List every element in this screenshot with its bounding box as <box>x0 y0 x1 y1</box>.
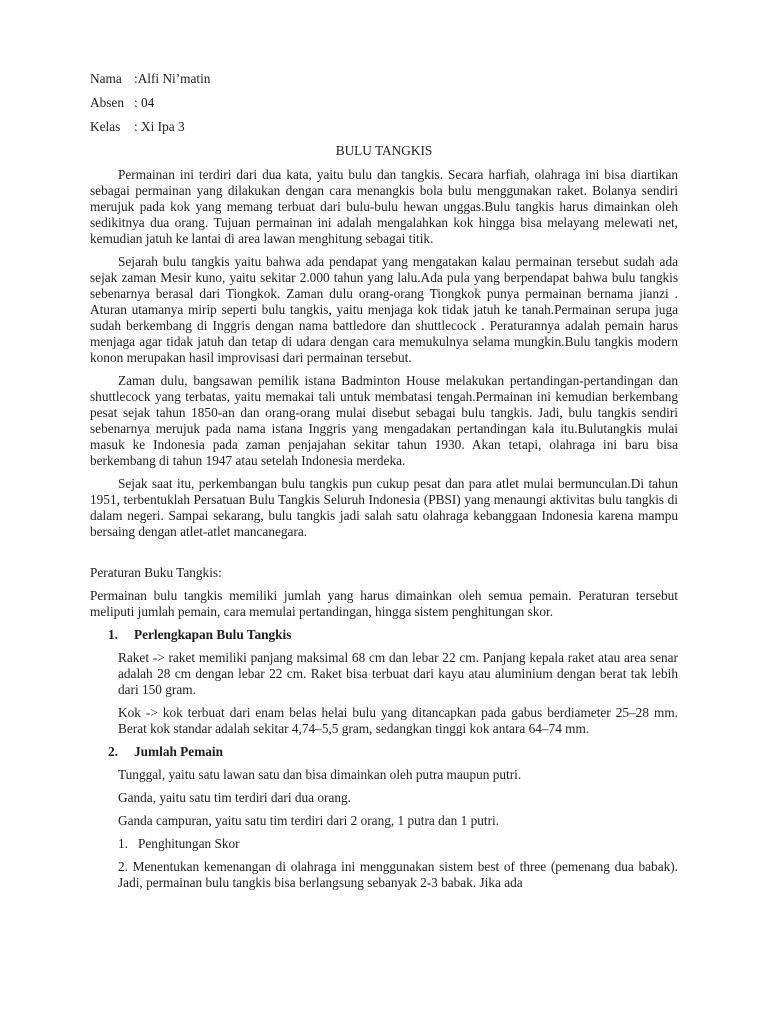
section-title: Jumlah Pemain <box>134 744 224 759</box>
paragraph: Sejarah bulu tangkis yaitu bahwa ada pendapat yang mengatakan kalau permainan tersebut sudah ada sejak zaman Mesir kuno, yaitu sekitar 2.000 tahun yang lalu.Ada pula yang berpendapat bahwa bulu tangkis sebenarnya berasal dari Tiongkok. Zaman dulu orang-orang Tiongkok punya permainan bernama jianzi . Aturan utamanya mirip seperti bulu tangkis, yaitu menjaga kok tidak jatuh ke tanah.Permainan serupa juga sudah berkembang di Inggris dengan nama battledore dan shuttlecock . Peraturannya adalah pemain harus menjaga agar tidak jatuh dan tetap di udara dengan cara memukulnya selama mungkin.Bulu tangkis modern konon merupakan hasil improvisasi dari permainan tersebut. <box>90 254 678 365</box>
document-title: BULU TANGKIS <box>335 143 433 158</box>
paragraph: Permainan ini terdiri dari dua kata, yaitu bulu dan tangkis. Secara harfiah, olahraga ini bisa diartikan sebagai permainan yang dilakukan dengan cara menangkis bola bulu menggunakan raket. Bolanya sendiri merujuk pada kok yang memang terbuat dari bulu-bulu hewan unggas.Bulu tangkis harus dimainkan oleh sedikitnya dua orang. Tujuan permainan ini adalah mengalahkan kok hingga bisa melayang melewati net, kemudian jatuh ke lantai di area lawan menghitung sebagai titik. <box>90 167 678 246</box>
section-heading <box>108 744 678 760</box>
kok-paragraph: Kok -> kok terbuat dari enam belas helai bulu yang ditancapkan pada gabus berdiameter 25–28 mm. Berat kok standar adalah sekitar 4,74–5,5 gram, sedangkan tinggi kok antara 64–74 mm. <box>118 705 678 736</box>
list-number: 1. <box>118 836 128 851</box>
section-number: 1. <box>108 627 118 642</box>
kelas-value: : Xi Ipa 3 <box>134 119 185 134</box>
list-number: 2. <box>118 859 128 874</box>
absen-line <box>90 95 678 111</box>
list-text: Menentukan kemenangan di olahraga ini menggunakan sistem best of three (pemenang dua babak). Jadi, permainan bulu tangkis bisa berlangsung sebanyak 2-3 babak. Jika ada <box>118 859 678 890</box>
raket-paragraph: Raket -> raket memiliki panjang maksimal 68 cm dan lebar 22 cm. Panjang kepala raket atau area senar adalah 28 cm dengan lebar 22 cm. Raket bisa terbuat dari kayu atau aluminium dengan berat tak lebih dari 150 gram. <box>118 650 678 697</box>
list-item <box>118 836 678 852</box>
rules-intro: Permainan bulu tangkis memiliki jumlah yang harus dimainkan oleh semua pemain. Peraturan tersebut meliputi jumlah pemain, cara memulai pertandingan, hingga sistem penghitungan skor. <box>90 588 678 619</box>
paragraph: Zaman dulu, bangsawan pemilik istana Badminton House melakukan pertandingan-pertandingan dan shuttlecock yang terbatas, yaitu memakai tali untuk membatasi tengah.Permainan ini kemudian berkembang pesat sejak tahun 1850-an dan orang-orang mulai disebut sebagai bulu tangkis. Jadi, bulu tangkis sendiri sebenarnya merujuk pada nama istana Inggris yang mengadakan pertandingan kala itu.Bulutangkis mulai masuk ke Indonesia pada zaman penjajahan sekitar tahun 1930. Akan tetapi, olahraga ini baru bisa berkembang di tahun 1947 atau setelah Indonesia merdeka. <box>90 373 678 468</box>
name-value: :Alfi Ni’matin <box>134 71 211 86</box>
rules-heading: Peraturan Buku Tangkis: <box>90 565 222 580</box>
list-text: Penghitungan Skor <box>138 836 240 851</box>
section-heading <box>108 627 678 643</box>
kelas-label: Kelas <box>90 119 121 134</box>
name-label: Nama <box>90 71 122 86</box>
paragraph: Sejak saat itu, perkembangan bulu tangkis pun cukup pesat dan para atlet mulai bermunculan.Di tahun 1951, terbentuklah Persatuan Bulu Tangkis Seluruh Indonesia (PBSI) yang menaungi aktivitas bulu tangkis di dalam negeri. Sampai sekarang, bulu tangkis jadi salah satu olahraga kebanggaan Indonesia karena mampu bersaing dengan atlet-atlet mancanegara. <box>90 476 678 539</box>
ganda-paragraph: Ganda, yaitu satu tim terdiri dari dua orang. <box>118 790 351 805</box>
list-item-text <box>118 859 678 891</box>
kelas-line <box>90 119 678 135</box>
section-title: Perlengkapan Bulu Tangkis <box>134 627 292 642</box>
section-number: 2. <box>108 744 118 759</box>
spacer <box>90 547 678 565</box>
name-line <box>90 71 678 87</box>
ganda-campuran-paragraph: Ganda campuran, yaitu satu tim terdiri dari 2 orang, 1 putra dan 1 putri. <box>118 813 500 828</box>
absen-value: : 04 <box>134 95 155 110</box>
tunggal-paragraph: Tunggal, yaitu satu lawan satu dan bisa dimainkan oleh putra maupun putri. <box>118 767 522 782</box>
absen-label: Absen <box>90 95 124 110</box>
